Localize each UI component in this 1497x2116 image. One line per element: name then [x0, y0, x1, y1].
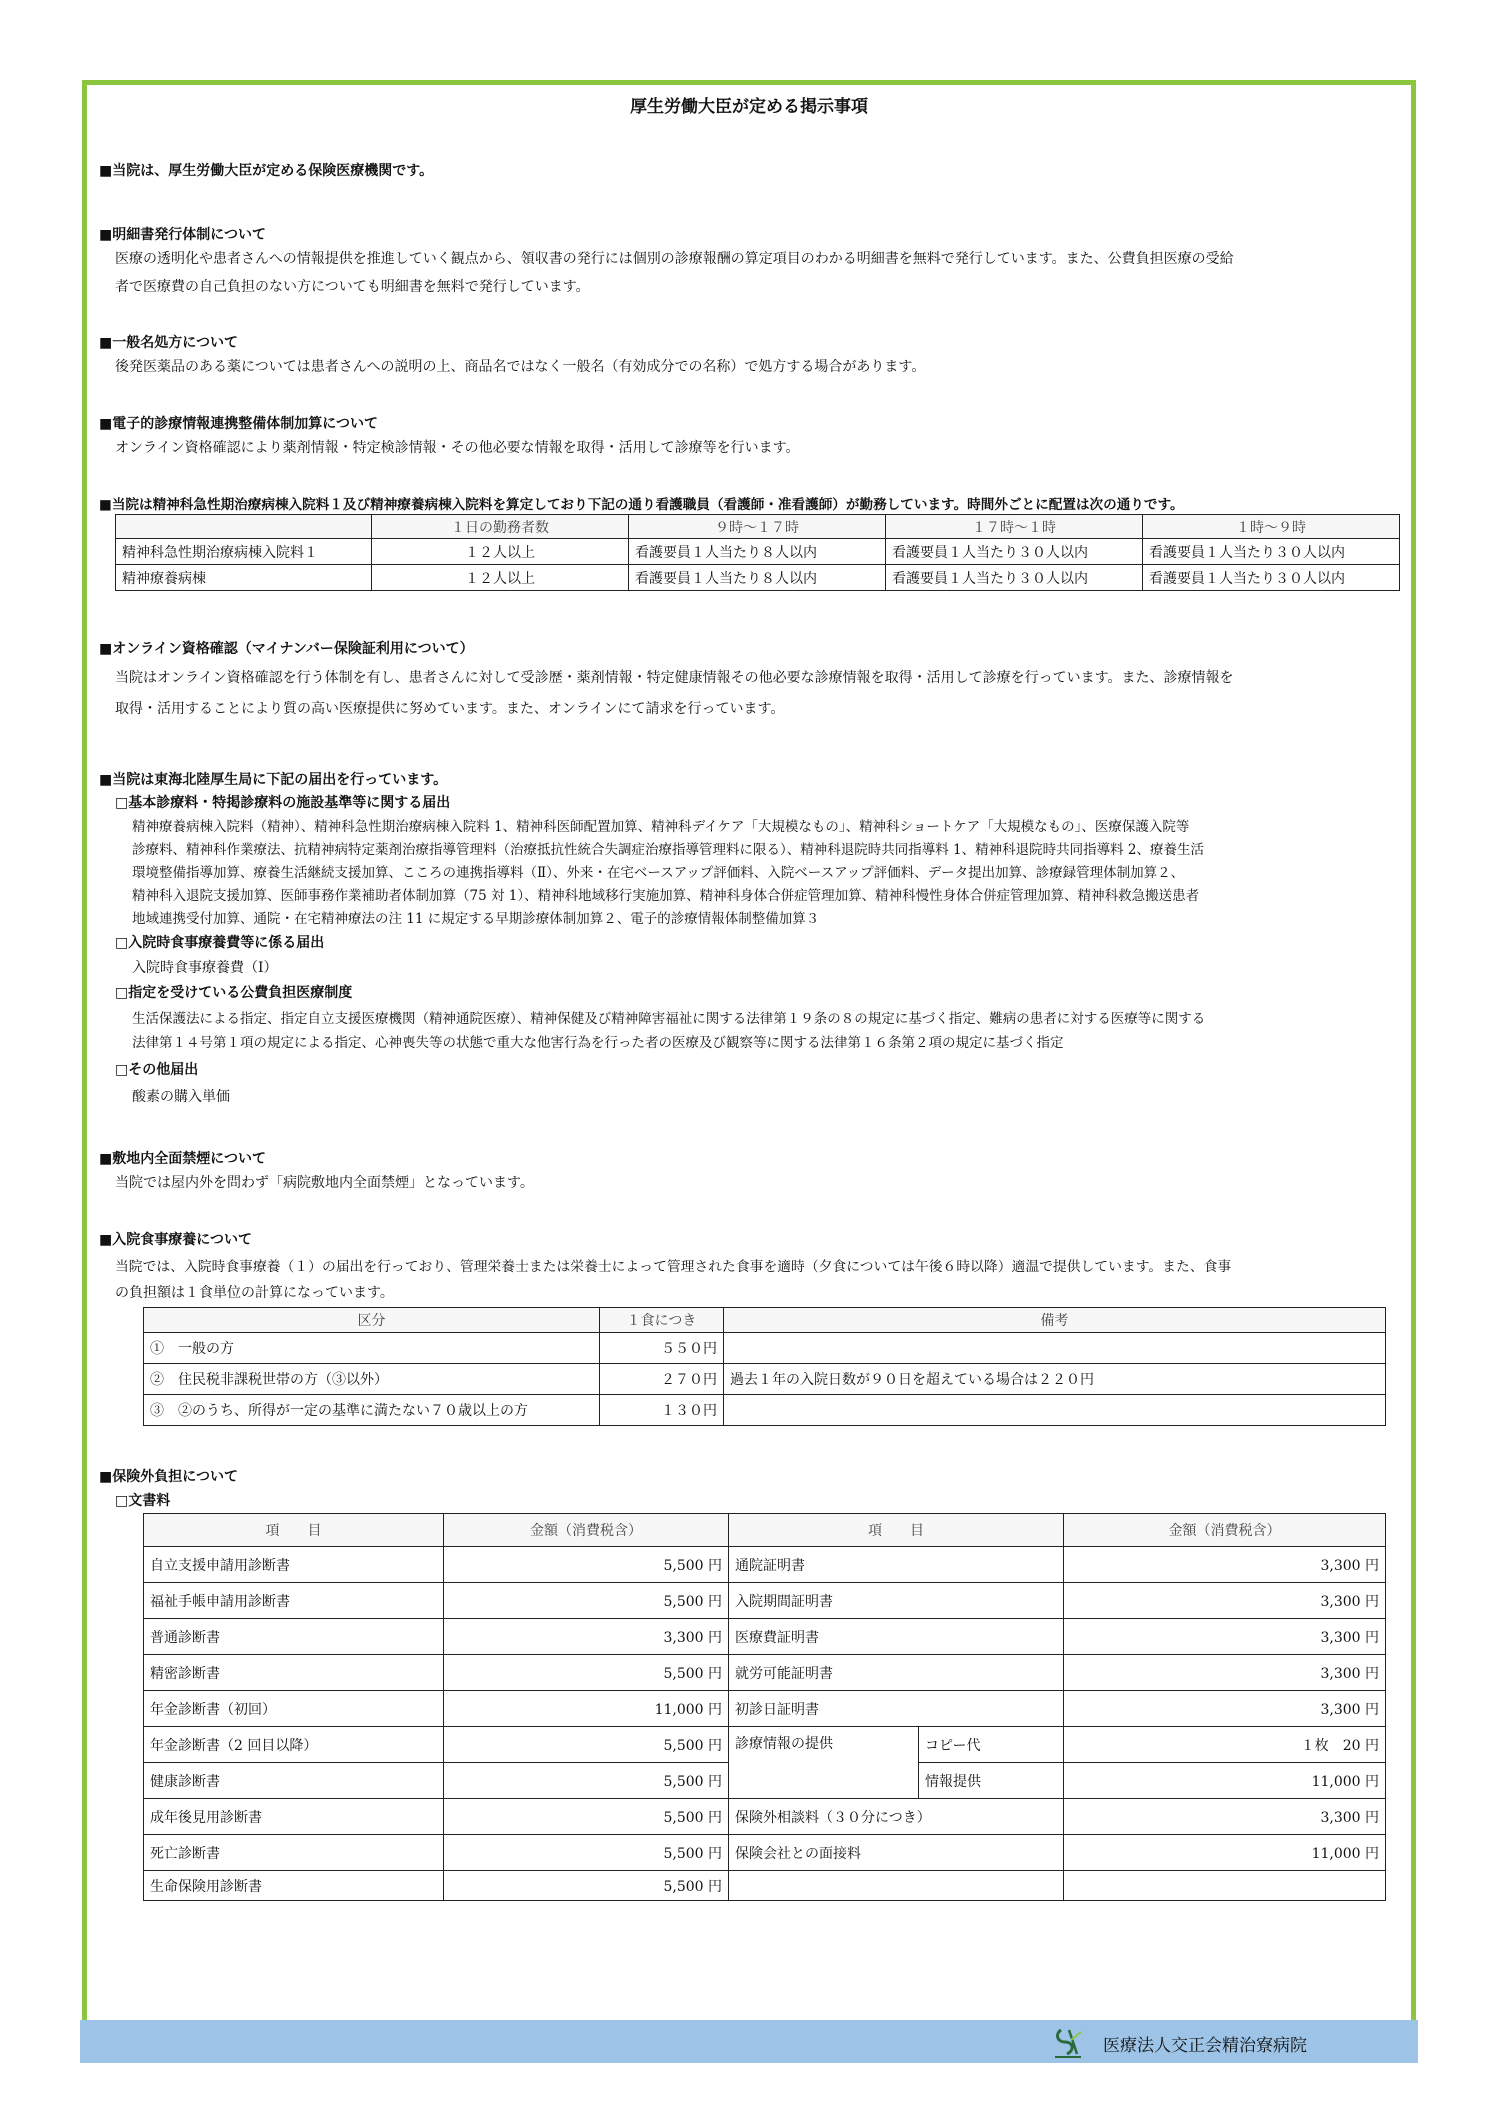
table-cell: ５５０円 — [600, 1333, 724, 1364]
table-cell: 医療費証明書 — [729, 1619, 1064, 1655]
section-smoking-line: 当院では屋内外を問わず「病院敷地内全面禁煙」となっています。 — [115, 1175, 534, 1191]
table-cell: １２人以上 — [372, 565, 629, 591]
table-cell: 福祉手帳申請用診断書 — [144, 1583, 444, 1619]
table-cell: 診療情報の提供 — [729, 1727, 919, 1799]
table-cell — [724, 1395, 1386, 1426]
table-cell: ① 一般の方 — [144, 1333, 600, 1364]
table-cell: 看護要員１人当たり３０人以内 — [886, 565, 1143, 591]
document-fee-heading: □文書料 — [115, 1493, 171, 1509]
section-meal-line: 当院では、入院時食事療養（１）の届出を行っており、管理栄養士または栄養士によって管理された食事を適時（夕食については午後６時以降）適温で提供しています。また、食事 — [115, 1259, 1232, 1275]
table-row — [144, 1727, 1386, 1763]
table-cell: ③ ②のうち、所得が一定の基準に満たない７０歳以上の方 — [144, 1395, 600, 1426]
table-cell: 年金診断書（初回） — [144, 1691, 444, 1727]
table-header: 項 目 — [729, 1514, 1064, 1547]
table-cell: 就労可能証明書 — [729, 1655, 1064, 1691]
section-online-line: 取得・活用することにより質の高い医療提供に努めています。また、オンラインにて請求を行っています。 — [115, 701, 785, 717]
table-row — [116, 565, 1400, 591]
table-row — [144, 1583, 1386, 1619]
table-cell: 保険会社との面接料 — [729, 1835, 1064, 1871]
table-cell: 死亡診断書 — [144, 1835, 444, 1871]
table-cell: 5,500 円 — [444, 1835, 729, 1871]
table-row — [144, 1619, 1386, 1655]
table-cell: 3,300 円 — [444, 1619, 729, 1655]
filings-basic-line: 環境整備指導加算、療養生活継続支援加算、こころの連携指導料（Ⅱ）、外来・在宅ベースアップ評価料、入院ベースアップ評価料、データ提出加算、診療録管理体制加算２、 — [132, 865, 1185, 881]
table-row — [144, 1547, 1386, 1583]
section-meal-heading: ■入院食事療養について — [99, 1232, 252, 1248]
section-online-heading: ■オンライン資格確認（マイナンバー保険証利用について） — [99, 641, 474, 657]
meal-cost-table — [143, 1307, 1386, 1426]
table-cell: 過去１年の入院日数が９０日を超えている場合は２２０円 — [724, 1364, 1386, 1395]
table-cell: 3,300 円 — [1064, 1799, 1386, 1835]
table-cell: １２人以上 — [372, 539, 629, 565]
table-cell: コピー代 — [919, 1727, 1064, 1763]
nursing-staff-table — [115, 514, 1400, 591]
table-cell: 5,500 円 — [444, 1763, 729, 1799]
table-header: 項 目 — [144, 1514, 444, 1547]
table-cell: 成年後見用診断書 — [144, 1799, 444, 1835]
table-row — [116, 539, 1400, 565]
table-cell: 看護要員１人当たり３０人以内 — [886, 539, 1143, 565]
table-cell: 健康診断書 — [144, 1763, 444, 1799]
filings-public-line: 法律第１４号第１項の規定による指定、心神喪失等の状態で重大な他害行為を行った者の医療及び観察等に関する法律第１６条第２項の規定に基づく指定 — [132, 1035, 1064, 1051]
table-cell: 保険外相談料（３０分につき） — [729, 1799, 1064, 1835]
filings-basic-line: 地域連携受付加算、通院・在宅精神療法の注 11 に規定する早期診療体制加算２、電子的診療情報体制整備加算３ — [132, 911, 820, 927]
table-header: １時～９時 — [1143, 515, 1400, 539]
table-cell: 3,300 円 — [1064, 1655, 1386, 1691]
table-cell: 看護要員１人当たり８人以内 — [629, 565, 886, 591]
table-header: 備考 — [724, 1308, 1386, 1333]
table-header: １７時～１時 — [886, 515, 1143, 539]
filings-other-heading: □その他届出 — [115, 1062, 199, 1078]
table-cell — [1064, 1871, 1386, 1901]
table-row — [144, 1691, 1386, 1727]
section-statement-line: 医療の透明化や患者さんへの情報提供を推進していく観点から、領収書の発行には個別の診療報酬の算定項目のわかる明細書を無料で発行しています。また、公費負担医療の受給 — [115, 251, 1234, 267]
filings-other-line: 酸素の購入単価 — [132, 1089, 230, 1105]
filings-basic-line: 精神科入退院支援加算、医師事務作業補助者体制加算（75 対 1）、精神科地域移行実施加算、精神科身体合併症管理加算、精神科慢性身体合併症管理加算、精神科救急搬送患者 — [132, 888, 1200, 904]
section-statement-heading: ■明細書発行体制について — [99, 227, 266, 243]
table-cell: 生命保険用診断書 — [144, 1871, 444, 1901]
table-cell: 自立支援申請用診断書 — [144, 1547, 444, 1583]
section-online-line: 当院はオンライン資格確認を行う体制を有し、患者さんに対して受診歴・薬剤情報・特定健康情報その他必要な診療情報を取得・活用して診療を行っています。また、診療情報を — [115, 670, 1234, 686]
section-generic-line: 後発医薬品のある薬については患者さんへの説明の上、商品名ではなく一般名（有効成分での名称）で処方する場合があります。 — [115, 359, 926, 375]
table-row — [144, 1364, 1386, 1395]
table-row — [144, 1655, 1386, 1691]
table-cell: 5,500 円 — [444, 1547, 729, 1583]
section-generic-heading: ■一般名処方について — [99, 335, 238, 351]
table-cell: 看護要員１人当たり８人以内 — [629, 539, 886, 565]
table-cell: 11,000 円 — [444, 1691, 729, 1727]
table-cell: 看護要員１人当たり３０人以内 — [1143, 539, 1400, 565]
filings-meal-line: 入院時食事療養費（Ⅰ） — [132, 960, 278, 976]
table-header: 金額（消費税含） — [1064, 1514, 1386, 1547]
table-cell: 5,500 円 — [444, 1727, 729, 1763]
table-header: 区分 — [144, 1308, 600, 1333]
table-cell: 精密診断書 — [144, 1655, 444, 1691]
section-uninsured-heading: ■保険外負担について — [99, 1469, 238, 1485]
table-cell: 5,500 円 — [444, 1583, 729, 1619]
filings-basic-line: 診療料、精神科作業療法、抗精神病特定薬剤治療指導管理料（治療抵抗性統合失調症治療指導管理料に限る）、精神科退院時共同指導料 1、精神科退院時共同指導料 2、療養生活 — [132, 842, 1205, 858]
table-row — [144, 1333, 1386, 1364]
table-cell: 3,300 円 — [1064, 1619, 1386, 1655]
table-row — [144, 1799, 1386, 1835]
document-fee-table — [143, 1513, 1386, 1901]
table-cell — [724, 1333, 1386, 1364]
filings-public-line: 生活保護法による指定、指定自立支援医療機関（精神通院医療）、精神保健及び精神障害福祉に関する法律第１９条の８の規定に基づく指定、難病の患者に対する医療等に関する — [132, 1011, 1206, 1027]
filings-public-heading: □指定を受けている公費負担医療制度 — [115, 985, 353, 1001]
table-cell: 3,300 円 — [1064, 1691, 1386, 1727]
table-row — [144, 1395, 1386, 1426]
table-cell: 5,500 円 — [444, 1799, 729, 1835]
table-header: １日の勤務者数 — [372, 515, 629, 539]
table-cell: 通院証明書 — [729, 1547, 1064, 1583]
table-cell: 情報提供 — [919, 1763, 1064, 1799]
table-header: ９時～１７時 — [629, 515, 886, 539]
section-filings-heading: ■当院は東海北陸厚生局に下記の届出を行っています。 — [99, 772, 448, 788]
footer-org-name: 医療法人交正会精治寮病院 — [1103, 2036, 1307, 2056]
table-cell: 5,500 円 — [444, 1655, 729, 1691]
table-cell: 11,000 円 — [1064, 1835, 1386, 1871]
page-title: 厚生労働大臣が定める掲示事項 — [630, 97, 868, 117]
table-header: １食につき — [600, 1308, 724, 1333]
section-digital-line: オンライン資格確認により薬剤情報・特定検診情報・その他必要な情報を取得・活用して診療等を行います。 — [115, 440, 800, 456]
table-cell: 入院期間証明書 — [729, 1583, 1064, 1619]
table-cell: 精神療養病棟 — [116, 565, 372, 591]
table-cell: 11,000 円 — [1064, 1763, 1386, 1799]
table-cell: 年金診断書（2 回目以降） — [144, 1727, 444, 1763]
table-cell: ② 住民税非課税世帯の方（③以外） — [144, 1364, 600, 1395]
table-cell: １枚 20 円 — [1064, 1727, 1386, 1763]
table-cell: ２７０円 — [600, 1364, 724, 1395]
table-row — [144, 1871, 1386, 1901]
filings-basic-line: 精神療養病棟入院料（精神）、精神科急性期治療病棟入院料 1、精神科医師配置加算、精神科デイケア「大規模なもの」、精神科ショートケア「大規模なもの」、医療保護入院等 — [132, 819, 1190, 835]
section-statement-line: 者で医療費の自己負担のない方についても明細書を無料で発行しています。 — [115, 279, 590, 295]
table-cell: 看護要員１人当たり３０人以内 — [1143, 565, 1400, 591]
table-cell: 初診日証明書 — [729, 1691, 1064, 1727]
section-hospital-heading: ■当院は、厚生労働大臣が定める保険医療機関です。 — [99, 163, 434, 179]
table-cell: 精神科急性期治療病棟入院料１ — [116, 539, 372, 565]
table-cell: １３０円 — [600, 1395, 724, 1426]
table-cell — [729, 1871, 1064, 1901]
table-header — [116, 515, 372, 539]
section-digital-heading: ■電子的診療情報連携整備体制加算について — [99, 416, 378, 432]
filings-basic-heading: □基本診療料・特掲診療料の施設基準等に関する届出 — [115, 795, 451, 811]
section-nursing-heading: ■当院は精神科急性期治療病棟入院料１及び精神療養病棟入院料を算定しており下記の通り看護職員（看護師・准看護師）が勤務しています。時間外ごとに配置は次の通りです。 — [99, 497, 1184, 513]
filings-meal-heading: □入院時食事療養費等に係る届出 — [115, 935, 325, 951]
page-frame — [82, 80, 1416, 2042]
table-cell: 普通診断書 — [144, 1619, 444, 1655]
table-row — [144, 1835, 1386, 1871]
section-smoking-heading: ■敷地内全面禁煙について — [99, 1151, 266, 1167]
hospital-logo-icon — [1053, 2024, 1083, 2060]
table-cell: 3,300 円 — [1064, 1583, 1386, 1619]
table-cell: 5,500 円 — [444, 1871, 729, 1901]
section-meal-line: の負担額は１食単位の計算になっています。 — [115, 1285, 394, 1301]
table-cell: 3,300 円 — [1064, 1547, 1386, 1583]
table-header: 金額（消費税含） — [444, 1514, 729, 1547]
